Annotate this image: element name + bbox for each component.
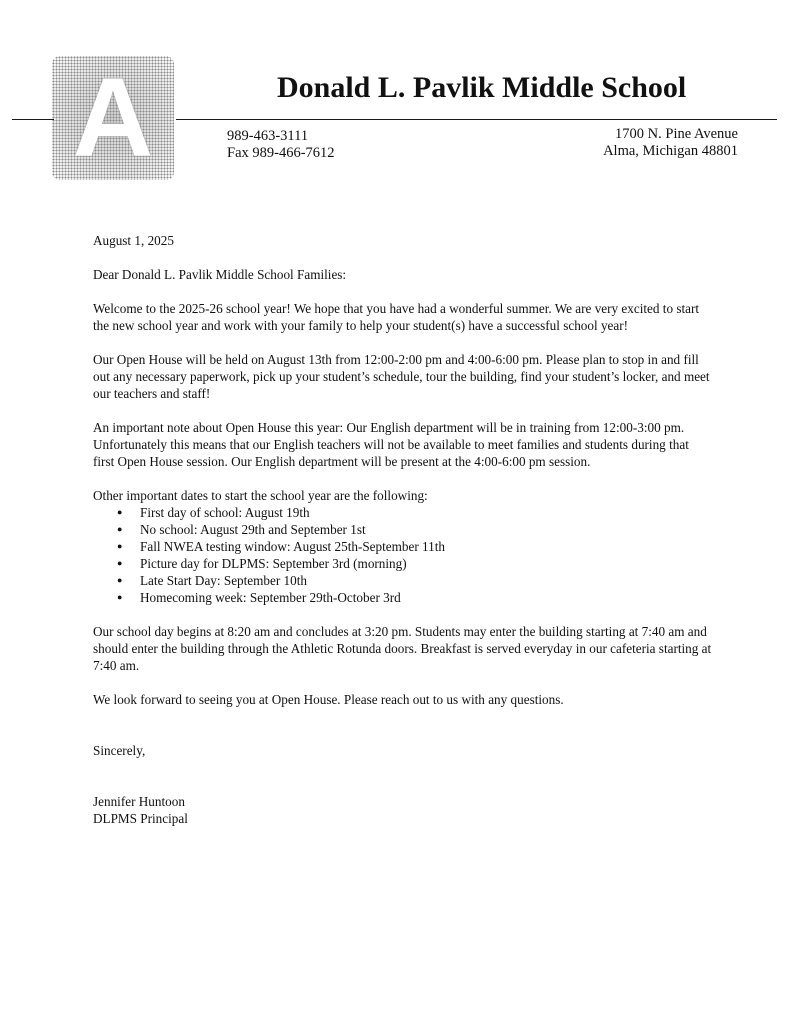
spacer [93, 725, 713, 742]
date-item-text: Picture day for DLPMS: September 3rd (morning) [140, 556, 407, 571]
date-item-text: Late Start Day: September 10th [140, 573, 307, 588]
header-rule-left [12, 119, 54, 120]
important-dates-list [93, 504, 713, 606]
school-name: Donald L. Pavlik Middle School [277, 71, 687, 104]
list-item [93, 572, 713, 589]
school-logo [52, 56, 174, 180]
contact-phone-block [227, 128, 335, 162]
salutation: Dear Donald L. Pavlik Middle School Families: [93, 267, 347, 282]
paragraph-note: An important note about Open House this year: Our English department will be in training from 12:00-3:00 pm. Unfortunately this means that our English teachers will not be available to meet families and students during that first Open House session. Our English department will be present at the 4:00-6:00 pm session. [93, 420, 689, 469]
bullet-icon: ● [117, 524, 123, 534]
logo-letter: A [72, 55, 154, 180]
paragraph-closing: We look forward to seeing you at Open House. Please reach out to us with any questions. [93, 692, 564, 707]
sign-off: Sincerely, [93, 743, 146, 758]
bullet-icon: ● [117, 558, 123, 568]
signer-title: DLPMS Principal [93, 811, 188, 826]
signer-name: Jennifer Huntoon [93, 794, 185, 809]
street-address: 1700 N. Pine Avenue [615, 126, 738, 142]
paragraph-welcome: Welcome to the 2025-26 school year! We hope that you have had a wonderful summer. We are very excited to start the new school year and work with your family to help your student(s) have a successful school year! [93, 301, 700, 333]
fax-number: Fax 989-466-7612 [227, 145, 335, 161]
signature-space [93, 776, 713, 793]
paragraph-schedule: Our school day begins at 8:20 am and concludes at 3:20 pm. Students may enter the building starting at 7:40 am and should enter the building through the Athletic Rotunda doors. Breakfast is served everyday in our cafeteria starting at 7:40 am. [93, 624, 712, 673]
paragraph-open-house: Our Open House will be held on August 13th from 12:00-2:00 pm and 4:00-6:00 pm. Please plan to stop in and fill out any necessary paperwork, pick up your student’s schedule, tour the building, find your student’s locker, and meet our teachers and staff! [93, 352, 710, 401]
list-item [93, 555, 713, 572]
date-item-text: First day of school: August 19th [140, 505, 310, 520]
address-block [603, 126, 738, 160]
bullet-icon: ● [117, 541, 123, 551]
list-item [93, 504, 713, 521]
bullet-icon: ● [117, 575, 123, 585]
signature-block [93, 793, 713, 827]
phone-number: 989-463-3111 [227, 128, 309, 144]
list-item [93, 538, 713, 555]
header-rule-right [176, 119, 777, 120]
letter-date: August 1, 2025 [93, 233, 174, 248]
city-state-zip: Alma, Michigan 48801 [603, 143, 738, 159]
date-item-text: No school: August 29th and September 1st [140, 522, 366, 537]
date-item-text: Fall NWEA testing window: August 25th-September 11th [140, 539, 445, 554]
list-item [93, 589, 713, 606]
bullet-icon: ● [117, 592, 123, 602]
letter-body [93, 232, 713, 827]
date-item-text: Homecoming week: September 29th-October 3rd [140, 590, 401, 605]
dates-intro: Other important dates to start the school year are the following: [93, 488, 428, 503]
bullet-icon: ● [117, 507, 123, 517]
list-item [93, 521, 713, 538]
